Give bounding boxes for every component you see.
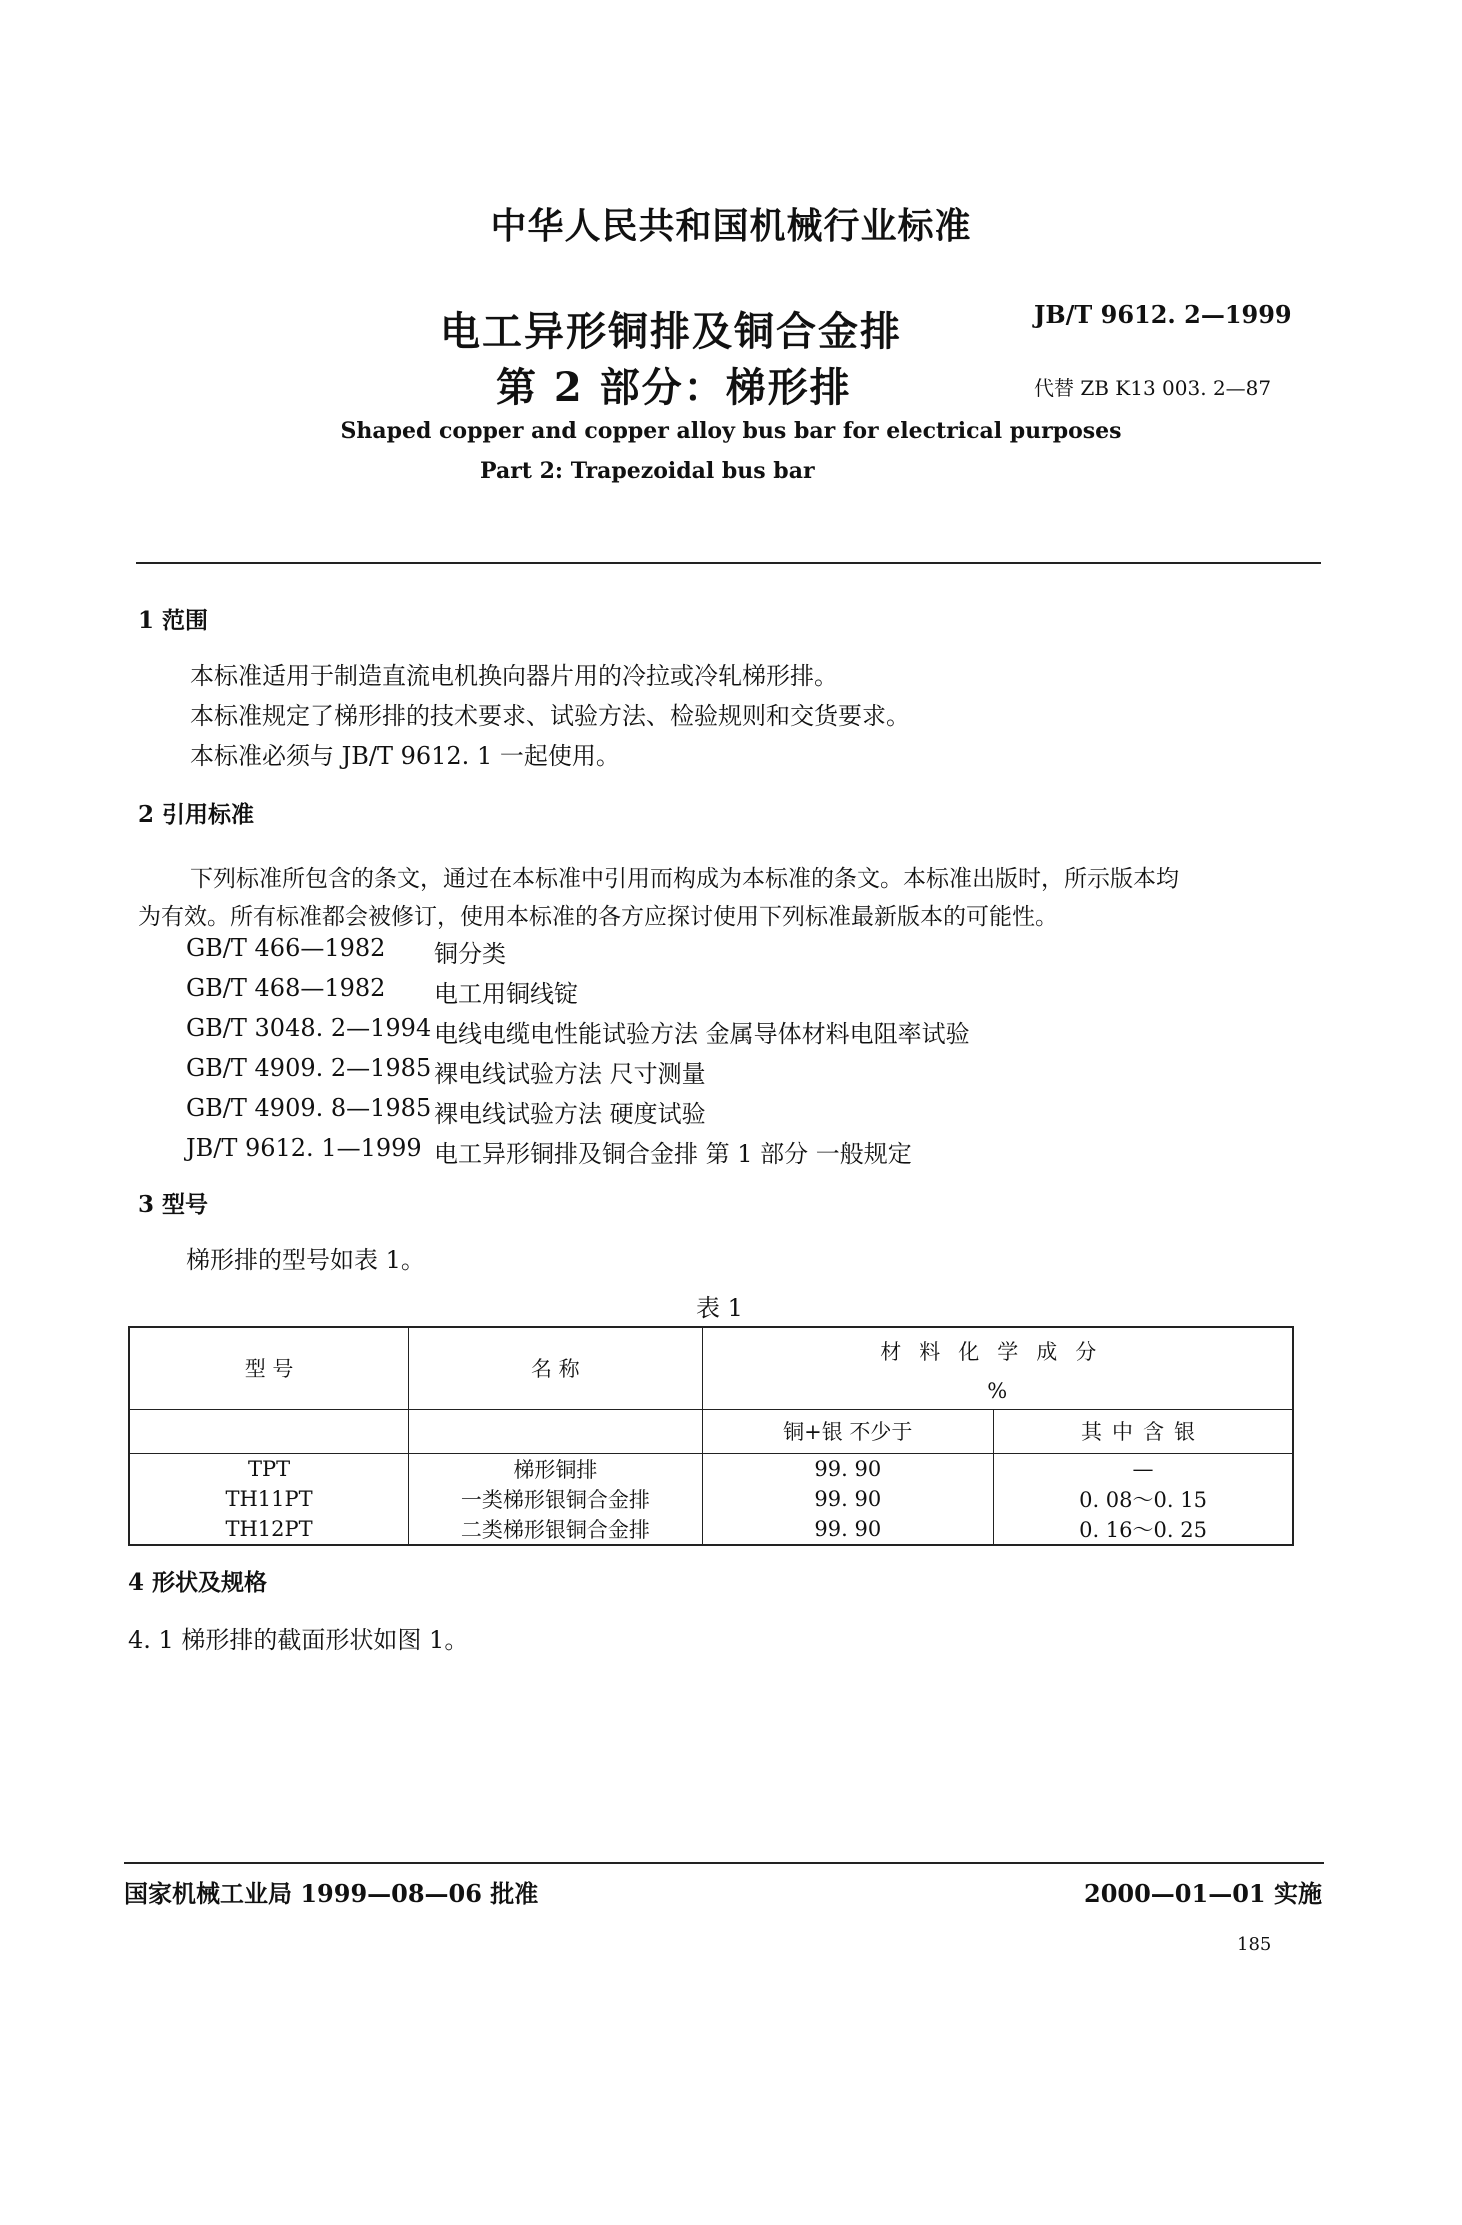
header-model: 型 号 xyxy=(129,1327,409,1409)
cell-model: TH11PT xyxy=(129,1484,409,1514)
replaces-standard: 代替 ZB K13 003. 2—87 xyxy=(1034,376,1272,400)
header-name: 名 称 xyxy=(409,1327,702,1409)
cell-name: 二类梯形银铜合金排 xyxy=(409,1514,702,1545)
ref-code: GB/T 4909. 8—1985 xyxy=(186,1094,432,1122)
section-3-para: 梯形排的型号如表 1。 xyxy=(186,1246,425,1274)
ref-code: GB/T 4909. 2—1985 xyxy=(186,1054,432,1082)
cell-ag: 0. 16～0. 25 xyxy=(994,1514,1293,1545)
approval-date: 国家机械工业局 1999—08—06 批准 xyxy=(124,1879,539,1908)
section-1-para: 本标准规定了梯形排的技术要求、试验方法、检验规则和交货要求。 xyxy=(190,702,910,730)
header-cu-ag: 铜+银 不少于 xyxy=(702,1409,993,1453)
section-1-para: 本标准适用于制造直流电机换向器片用的冷拉或冷轧梯形排。 xyxy=(190,662,838,690)
standard-title-en: Shaped copper and copper alloy bus bar for electrical purposes xyxy=(340,418,1122,444)
header-ag: 其中含银 xyxy=(994,1409,1293,1453)
cell-cu-ag: 99. 90 xyxy=(702,1484,993,1514)
standard-number: JB/T 9612. 2—1999 xyxy=(1034,300,1292,329)
header-unit: % xyxy=(702,1373,1293,1409)
cell-cu-ag: 99. 90 xyxy=(702,1453,993,1484)
section-4-heading: 4 形状及规格 xyxy=(128,1569,268,1596)
ref-title: 裸电线试验方法 硬度试验 xyxy=(434,1100,706,1128)
ref-code: JB/T 9612. 1—1999 xyxy=(186,1134,422,1162)
section-2-intro: 下列标准所包含的条文，通过在本标准中引用而构成为本标准的条文。本标准出版时，所示版本均 xyxy=(190,866,1179,892)
ref-title: 铜分类 xyxy=(434,940,506,968)
standard-subtitle-cn: 第 2 部分：梯形排 xyxy=(496,364,852,411)
composition-table xyxy=(128,1326,1294,1546)
header-name-spacer xyxy=(409,1409,702,1453)
ref-title: 裸电线试验方法 尺寸测量 xyxy=(434,1060,706,1088)
standard-subtitle-en: Part 2: Trapezoidal bus bar xyxy=(480,458,815,484)
ref-code: GB/T 468—1982 xyxy=(186,974,386,1002)
ref-code: GB/T 3048. 2—1994 xyxy=(186,1014,432,1042)
effective-date: 2000—01—01 实施 xyxy=(1084,1879,1322,1908)
cell-ag: 0. 08～0. 15 xyxy=(994,1484,1293,1514)
ref-title: 电工用铜线锭 xyxy=(434,980,578,1008)
table-row xyxy=(129,1484,1293,1514)
table-row xyxy=(129,1514,1293,1545)
section-3-heading: 3 型号 xyxy=(138,1191,209,1218)
header-composition: 材料化学成分 xyxy=(702,1327,1293,1373)
cell-name: 一类梯形银铜合金排 xyxy=(409,1484,702,1514)
cell-ag: — xyxy=(994,1453,1293,1484)
ref-title: 电工异形铜排及铜合金排 第 1 部分 一般规定 xyxy=(434,1140,912,1168)
ref-code: GB/T 466—1982 xyxy=(186,934,386,962)
footer-divider xyxy=(124,1862,1324,1864)
cell-model: TH12PT xyxy=(129,1514,409,1545)
header-divider xyxy=(136,562,1321,564)
section-2-intro: 为有效。所有标准都会被修订，使用本标准的各方应探讨使用下列标准最新版本的可能性。 xyxy=(138,904,1058,930)
table-caption: 表 1 xyxy=(696,1294,743,1322)
standard-title-cn: 电工异形铜排及铜合金排 xyxy=(440,308,902,355)
issuing-organization: 中华人民共和国机械行业标准 xyxy=(490,205,972,247)
section-1-heading: 1 范围 xyxy=(138,607,209,634)
section-1-para: 本标准必须与 JB/T 9612. 1 一起使用。 xyxy=(190,742,620,770)
page-number: 185 xyxy=(1237,1934,1272,1955)
header-model-spacer xyxy=(129,1409,409,1453)
cell-model: TPT xyxy=(129,1453,409,1484)
table-row xyxy=(129,1453,1293,1484)
cell-cu-ag: 99. 90 xyxy=(702,1514,993,1545)
section-4-1-para: 4. 1 梯形排的截面形状如图 1。 xyxy=(128,1626,469,1654)
ref-title: 电线电缆电性能试验方法 金属导体材料电阻率试验 xyxy=(434,1020,970,1048)
section-2-heading: 2 引用标准 xyxy=(138,801,255,828)
cell-name: 梯形铜排 xyxy=(409,1453,702,1484)
